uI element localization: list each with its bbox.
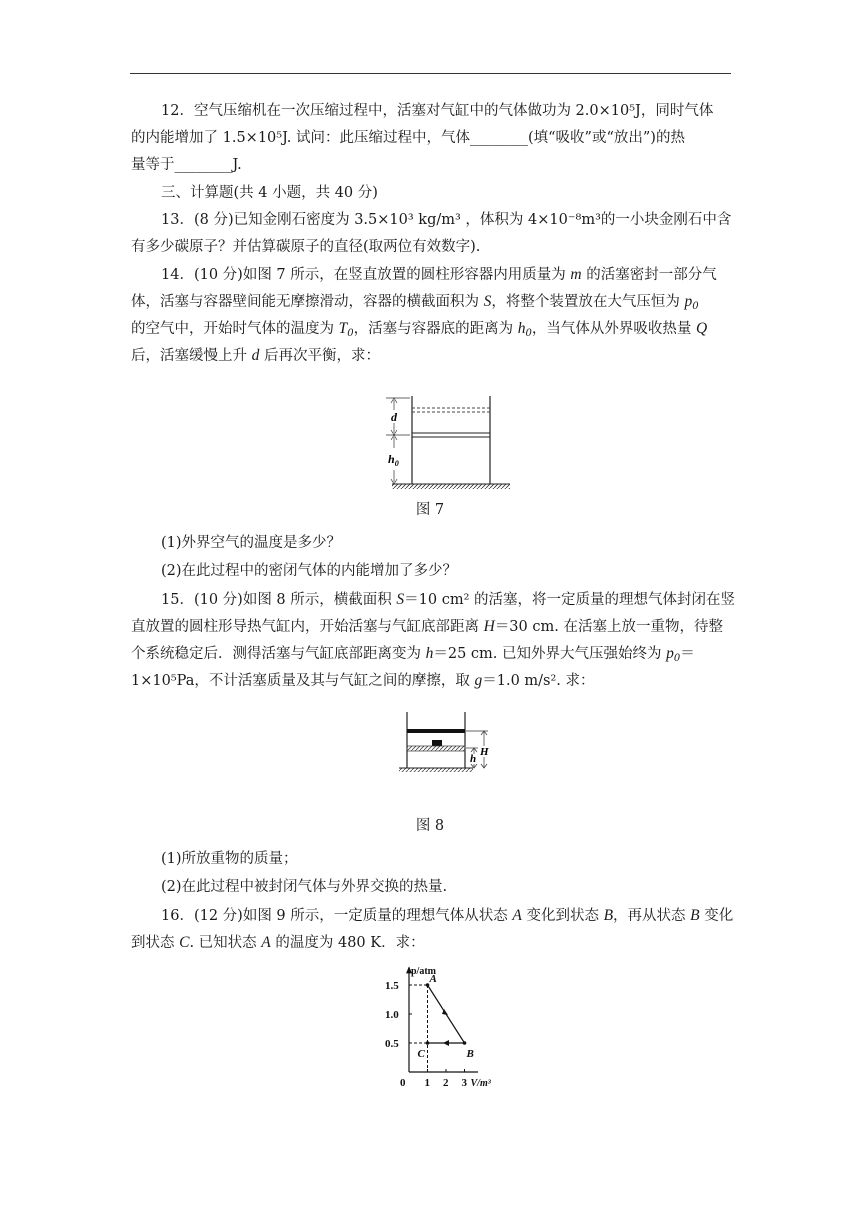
y-tick-label: 0.5: [385, 1038, 399, 1050]
q14-line-3: 的空气中，开始时气体的温度为 $T_0$，活塞与容器底的距离为 $h_0$，当气体从外界吸收热量 Q: [131, 320, 708, 339]
fig8-label-H: H: [480, 746, 489, 758]
q14-line-1: 14．(10 分)如图 7 所示，在竖直放置的圆柱形容器内用质量为 m 的活塞密封一部分气: [161, 266, 717, 283]
q14-line-2: 体，活塞与容器壁间能无摩擦滑动，容器的横截面积为 S，将整个装置放在大气压恒为 $p_0$: [131, 293, 699, 312]
q14-sub-1: (1)外界空气的温度是多少？: [161, 535, 342, 551]
q15-line-1: 15．(10 分)如图 8 所示，横截面积 S＝10 cm² 的活塞，将一定质量的理想气体封闭在竖: [161, 591, 735, 608]
fig8-label-h: h: [470, 753, 477, 765]
q15-line-3: 个系统稳定后．测得活塞与气缸底部距离变为 h＝25 cm. 已知外界大气压强始终为 $p_0=$: [131, 645, 695, 664]
q13-line-1: 13．(8 分)已知金刚石密度为 3.5×10³ kg/m³ ，体积为 4×10⁻⁸m³的一小块金刚石中含: [161, 212, 732, 228]
q16-line-1: 16．(12 分)如图 9 所示，一定质量的理想气体从状态 A 变化到状态 B，再从状态 B 变化: [161, 907, 734, 924]
q13-line-2: 有多少碳原子？并估算碳原子的直径(取两位有效数字).: [131, 239, 481, 255]
figure-8: [396, 710, 500, 776]
point-label-C: C: [417, 1048, 425, 1060]
header-rule: [130, 73, 731, 74]
q14-line-4: 后，活塞缓慢上升 d 后再次平衡，求：: [131, 347, 380, 364]
y-tick-label: 1.0: [385, 1009, 399, 1021]
point-label-A: A: [429, 973, 437, 985]
figure-7: [378, 392, 518, 494]
y-tick-label: 1.5: [385, 980, 399, 992]
q12-line-3: 量等于________J.: [131, 157, 242, 173]
y-axis-label: p/atm: [411, 966, 436, 977]
q12-line-1: 12．空气压缩机在一次压缩过程中，活塞对气缸中的气体做功为 2.0×10⁵J，同时气体: [161, 103, 714, 119]
q15-line-2: 直放置的圆柱形导热气缸内，开始活塞与气缸底部距离 H＝30 cm. 在活塞上放一重物，待整: [131, 618, 723, 635]
x-tick-label: 2: [443, 1077, 449, 1089]
q15-sub-2: (2)在此过程中被封闭气体与外界交换的热量.: [161, 879, 448, 895]
point-C: [426, 1041, 430, 1045]
figure-9-chart: [378, 962, 508, 1092]
point-label-B: B: [466, 1048, 474, 1060]
fig7-label-h0: $h_0$: [388, 452, 399, 468]
x-tick-label: 3: [461, 1077, 467, 1089]
arrow-B-to-C: [443, 1040, 449, 1046]
x-tick-label: 0: [400, 1077, 406, 1089]
q15-line-4: 1×10⁵Pa，不计活塞质量及其与气缸之间的摩擦，取 g＝1.0 m/s². 求：: [131, 672, 595, 689]
x-tick-label: 1: [424, 1077, 430, 1089]
figure-8-caption: 图 8: [415, 818, 445, 834]
section-3-heading: 三、计算题(共 4 小题，共 40 分): [161, 185, 378, 201]
q16-line-2: 到状态 C. 已知状态 A 的温度为 480 K．求：: [131, 934, 425, 951]
point-B: [463, 1041, 467, 1045]
x-axis-label: V/m³: [470, 1078, 491, 1089]
q14-sub-2: (2)在此过程中的密闭气体的内能增加了多少？: [161, 563, 458, 579]
q15-sub-1: (1)所放重物的质量；: [161, 851, 298, 867]
figure-7-caption: 图 7: [415, 502, 445, 518]
q12-line-2: 的内能增加了 1.5×10⁵J. 试问：此压缩过程中，气体________(填“吸收”或“放出”)的热: [131, 130, 685, 146]
fig7-label-d: d: [391, 410, 397, 424]
